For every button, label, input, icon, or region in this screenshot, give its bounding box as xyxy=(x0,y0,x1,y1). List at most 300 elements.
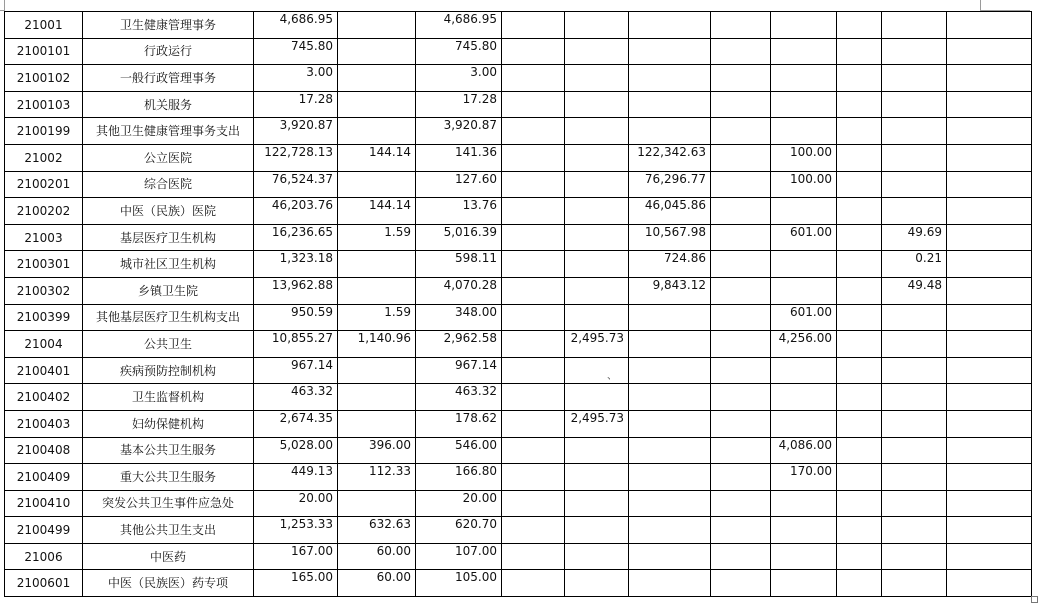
amount-cell: 1,140.96 xyxy=(338,331,416,358)
amount-cell: 396.00 xyxy=(338,437,416,464)
table-row xyxy=(5,331,1032,358)
table-row xyxy=(5,144,1032,171)
amount-cell xyxy=(947,357,1032,384)
account-code-cell: 2100402 xyxy=(5,384,83,411)
item-name-cell: 中医（民族）医院 xyxy=(83,198,254,225)
amount-cell: 49.48 xyxy=(882,277,947,304)
account-code-cell: 2100301 xyxy=(5,251,83,278)
amount-cell xyxy=(837,224,882,251)
table-row xyxy=(5,437,1032,464)
amount-cell xyxy=(565,251,629,278)
table-row xyxy=(5,118,1032,145)
amount-cell xyxy=(771,118,837,145)
item-name-cell: 中医药 xyxy=(83,543,254,570)
amount-cell xyxy=(502,171,565,198)
account-code-cell: 2100601 xyxy=(5,570,83,597)
amount-cell: 141.36 xyxy=(416,144,502,171)
amount-cell xyxy=(565,224,629,251)
amount-cell xyxy=(502,224,565,251)
amount-cell xyxy=(711,144,771,171)
amount-cell xyxy=(882,384,947,411)
amount-cell: 144.14 xyxy=(338,198,416,225)
amount-cell xyxy=(565,384,629,411)
item-name-cell: 乡镇卫生院 xyxy=(83,277,254,304)
amount-cell: 60.00 xyxy=(338,570,416,597)
amount-cell: 2,962.58 xyxy=(416,331,502,358)
amount-cell xyxy=(711,490,771,517)
amount-cell xyxy=(502,91,565,118)
amount-cell xyxy=(882,517,947,544)
amount-cell: 620.70 xyxy=(416,517,502,544)
item-name-cell: 卫生健康管理事务 xyxy=(83,12,254,39)
amount-cell xyxy=(629,38,711,65)
amount-cell xyxy=(947,331,1032,358)
item-name-cell: 重大公共卫生服务 xyxy=(83,464,254,491)
amount-cell: 10,567.98 xyxy=(629,224,711,251)
amount-cell xyxy=(629,304,711,331)
amount-cell xyxy=(882,65,947,92)
amount-cell xyxy=(502,357,565,384)
amount-cell xyxy=(711,65,771,92)
amount-cell xyxy=(565,464,629,491)
amount-cell: 100.00 xyxy=(771,171,837,198)
amount-cell xyxy=(837,251,882,278)
amount-cell xyxy=(338,384,416,411)
amount-cell xyxy=(711,224,771,251)
amount-cell: 76,524.37 xyxy=(254,171,338,198)
amount-cell: 2,674.35 xyxy=(254,410,338,437)
item-name-cell: 综合医院 xyxy=(83,171,254,198)
amount-cell: 967.14 xyxy=(416,357,502,384)
account-code-cell: 2100202 xyxy=(5,198,83,225)
account-code-cell: 21003 xyxy=(5,224,83,251)
amount-cell xyxy=(502,144,565,171)
amount-cell xyxy=(338,410,416,437)
amount-cell xyxy=(711,384,771,411)
amount-cell xyxy=(837,144,882,171)
account-code-cell: 2100199 xyxy=(5,118,83,145)
table-row xyxy=(5,357,1032,384)
account-code-cell: 2100410 xyxy=(5,490,83,517)
amount-cell xyxy=(771,198,837,225)
amount-cell xyxy=(629,118,711,145)
account-code-cell: 2100499 xyxy=(5,517,83,544)
amount-cell xyxy=(629,410,711,437)
item-name-cell: 机关服务 xyxy=(83,91,254,118)
amount-cell xyxy=(837,198,882,225)
amount-cell xyxy=(338,490,416,517)
account-code-cell: 21004 xyxy=(5,331,83,358)
amount-cell xyxy=(837,384,882,411)
amount-cell: 105.00 xyxy=(416,570,502,597)
amount-cell xyxy=(837,490,882,517)
amount-cell xyxy=(502,543,565,570)
table-row xyxy=(5,570,1032,597)
amount-cell: 4,686.95 xyxy=(416,12,502,39)
amount-cell xyxy=(837,277,882,304)
amount-cell xyxy=(771,91,837,118)
item-name-cell: 疾病预防控制机构 xyxy=(83,357,254,384)
amount-cell xyxy=(837,118,882,145)
table-row xyxy=(5,38,1032,65)
amount-cell xyxy=(837,12,882,39)
amount-cell xyxy=(947,171,1032,198)
amount-cell: 5,016.39 xyxy=(416,224,502,251)
amount-cell xyxy=(837,410,882,437)
amount-cell xyxy=(565,118,629,145)
amount-cell: 166.80 xyxy=(416,464,502,491)
amount-cell xyxy=(947,118,1032,145)
table-row xyxy=(5,198,1032,225)
amount-cell xyxy=(502,490,565,517)
amount-cell: 546.00 xyxy=(416,437,502,464)
amount-cell xyxy=(502,277,565,304)
amount-cell xyxy=(882,357,947,384)
amount-cell xyxy=(711,437,771,464)
amount-cell xyxy=(947,437,1032,464)
amount-cell xyxy=(565,357,629,384)
amount-cell xyxy=(771,65,837,92)
table-row xyxy=(5,224,1032,251)
amount-cell: 167.00 xyxy=(254,543,338,570)
item-name-cell: 其他公共卫生支出 xyxy=(83,517,254,544)
amount-cell xyxy=(565,437,629,464)
amount-cell xyxy=(947,490,1032,517)
amount-cell: 127.60 xyxy=(416,171,502,198)
table-row xyxy=(5,543,1032,570)
amount-cell xyxy=(882,118,947,145)
amount-cell: 745.80 xyxy=(416,38,502,65)
amount-cell xyxy=(947,517,1032,544)
amount-cell: 0.21 xyxy=(882,251,947,278)
amount-cell xyxy=(882,91,947,118)
amount-cell xyxy=(565,543,629,570)
amount-cell xyxy=(629,517,711,544)
resize-handle[interactable] xyxy=(1031,596,1038,603)
amount-cell xyxy=(947,144,1032,171)
amount-cell xyxy=(629,357,711,384)
amount-cell xyxy=(565,144,629,171)
amount-cell: 3.00 xyxy=(254,65,338,92)
amount-cell: 348.00 xyxy=(416,304,502,331)
amount-cell xyxy=(711,12,771,39)
amount-cell: 10,855.27 xyxy=(254,331,338,358)
amount-cell xyxy=(565,198,629,225)
amount-cell: 632.63 xyxy=(338,517,416,544)
item-name-cell: 公共卫生 xyxy=(83,331,254,358)
amount-cell xyxy=(837,65,882,92)
amount-cell: 3,920.87 xyxy=(416,118,502,145)
amount-cell xyxy=(711,410,771,437)
amount-cell xyxy=(882,144,947,171)
amount-cell xyxy=(947,224,1032,251)
item-name-cell: 妇幼保健机构 xyxy=(83,410,254,437)
amount-cell: 76,296.77 xyxy=(629,171,711,198)
amount-cell xyxy=(837,38,882,65)
table-row xyxy=(5,517,1032,544)
amount-cell xyxy=(711,543,771,570)
amount-cell: 60.00 xyxy=(338,543,416,570)
amount-cell: 4,256.00 xyxy=(771,331,837,358)
amount-cell xyxy=(338,91,416,118)
amount-cell: 165.00 xyxy=(254,570,338,597)
amount-cell xyxy=(882,543,947,570)
amount-cell xyxy=(502,304,565,331)
table-row xyxy=(5,65,1032,92)
amount-cell xyxy=(338,12,416,39)
account-code-cell: 21002 xyxy=(5,144,83,171)
amount-cell xyxy=(629,464,711,491)
amount-cell xyxy=(565,570,629,597)
item-name-cell: 卫生监督机构 xyxy=(83,384,254,411)
amount-cell xyxy=(947,65,1032,92)
amount-cell xyxy=(771,517,837,544)
amount-cell xyxy=(837,91,882,118)
amount-cell: 13.76 xyxy=(416,198,502,225)
amount-cell: 122,728.13 xyxy=(254,144,338,171)
amount-cell xyxy=(771,570,837,597)
amount-cell xyxy=(338,65,416,92)
account-code-cell: 2100403 xyxy=(5,410,83,437)
account-code-cell: 2100302 xyxy=(5,277,83,304)
amount-cell: 601.00 xyxy=(771,304,837,331)
item-name-cell: 公立医院 xyxy=(83,144,254,171)
amount-cell xyxy=(771,277,837,304)
amount-cell xyxy=(565,277,629,304)
amount-cell: 4,686.95 xyxy=(254,12,338,39)
amount-cell xyxy=(502,410,565,437)
amount-cell xyxy=(502,251,565,278)
table-body xyxy=(5,12,1032,597)
amount-cell xyxy=(771,410,837,437)
amount-cell: 144.14 xyxy=(338,144,416,171)
amount-cell: 17.28 xyxy=(254,91,338,118)
amount-cell: 3,920.87 xyxy=(254,118,338,145)
item-name-cell: 行政运行 xyxy=(83,38,254,65)
amount-cell xyxy=(771,357,837,384)
amount-cell xyxy=(711,570,771,597)
amount-cell: 4,070.28 xyxy=(416,277,502,304)
amount-cell: 13,962.88 xyxy=(254,277,338,304)
item-name-cell: 基层医疗卫生机构 xyxy=(83,224,254,251)
amount-cell: 20.00 xyxy=(254,490,338,517)
table-row xyxy=(5,277,1032,304)
amount-cell xyxy=(629,91,711,118)
amount-cell xyxy=(882,410,947,437)
amount-cell xyxy=(629,384,711,411)
amount-cell xyxy=(882,570,947,597)
amount-cell xyxy=(882,198,947,225)
amount-cell xyxy=(947,384,1032,411)
amount-cell xyxy=(338,118,416,145)
amount-cell: 449.13 xyxy=(254,464,338,491)
amount-cell xyxy=(711,464,771,491)
account-code-cell: 2100401 xyxy=(5,357,83,384)
amount-cell xyxy=(837,464,882,491)
amount-cell xyxy=(629,437,711,464)
amount-cell xyxy=(502,517,565,544)
amount-cell xyxy=(837,517,882,544)
amount-cell xyxy=(837,171,882,198)
amount-cell: 100.00 xyxy=(771,144,837,171)
amount-cell xyxy=(502,198,565,225)
amount-cell: 967.14 xyxy=(254,357,338,384)
amount-cell xyxy=(629,570,711,597)
amount-cell: 17.28 xyxy=(416,91,502,118)
table-row xyxy=(5,304,1032,331)
amount-cell xyxy=(502,118,565,145)
amount-cell: 463.32 xyxy=(254,384,338,411)
amount-cell: 2,495.73 xyxy=(565,410,629,437)
amount-cell xyxy=(565,91,629,118)
amount-cell xyxy=(338,171,416,198)
amount-cell: 178.62 xyxy=(416,410,502,437)
amount-cell: 16,236.65 xyxy=(254,224,338,251)
amount-cell xyxy=(771,251,837,278)
amount-cell xyxy=(771,384,837,411)
amount-cell xyxy=(947,198,1032,225)
amount-cell: 122,342.63 xyxy=(629,144,711,171)
amount-cell xyxy=(565,38,629,65)
amount-cell xyxy=(629,12,711,39)
amount-cell: 112.33 xyxy=(338,464,416,491)
account-code-cell: 2100409 xyxy=(5,464,83,491)
item-name-cell: 突发公共卫生事件应急处 xyxy=(83,490,254,517)
amount-cell xyxy=(565,65,629,92)
amount-cell xyxy=(882,38,947,65)
amount-cell: 950.59 xyxy=(254,304,338,331)
amount-cell xyxy=(947,12,1032,39)
amount-cell xyxy=(711,517,771,544)
amount-cell xyxy=(882,304,947,331)
amount-cell xyxy=(565,490,629,517)
amount-cell xyxy=(502,65,565,92)
amount-cell xyxy=(502,570,565,597)
amount-cell xyxy=(947,277,1032,304)
account-code-cell: 2100102 xyxy=(5,65,83,92)
amount-cell: 1,253.33 xyxy=(254,517,338,544)
account-code-cell: 2100201 xyxy=(5,171,83,198)
table-row xyxy=(5,91,1032,118)
amount-cell xyxy=(947,38,1032,65)
amount-cell xyxy=(837,304,882,331)
amount-cell xyxy=(502,12,565,39)
amount-cell xyxy=(947,91,1032,118)
amount-cell xyxy=(711,331,771,358)
amount-cell: 2,495.73 xyxy=(565,331,629,358)
item-name-cell: 一般行政管理事务 xyxy=(83,65,254,92)
item-name-cell: 其他基层医疗卫生机构支出 xyxy=(83,304,254,331)
table-row xyxy=(5,12,1032,39)
amount-cell xyxy=(711,118,771,145)
amount-cell: 3.00 xyxy=(416,65,502,92)
amount-cell: 1.59 xyxy=(338,304,416,331)
amount-cell xyxy=(947,464,1032,491)
amount-cell: 9,843.12 xyxy=(629,277,711,304)
amount-cell xyxy=(629,543,711,570)
account-code-cell: 2100399 xyxy=(5,304,83,331)
item-name-cell: 其他卫生健康管理事务支出 xyxy=(83,118,254,145)
amount-cell: 463.32 xyxy=(416,384,502,411)
amount-cell: 20.00 xyxy=(416,490,502,517)
amount-cell xyxy=(711,198,771,225)
amount-cell xyxy=(947,304,1032,331)
amount-cell xyxy=(771,543,837,570)
amount-cell: 4,086.00 xyxy=(771,437,837,464)
amount-cell xyxy=(338,38,416,65)
amount-cell xyxy=(947,410,1032,437)
table-row xyxy=(5,251,1032,278)
account-code-cell: 21001 xyxy=(5,12,83,39)
amount-cell xyxy=(502,437,565,464)
table-row xyxy=(5,171,1032,198)
amount-cell xyxy=(882,490,947,517)
amount-cell xyxy=(882,171,947,198)
table-row xyxy=(5,410,1032,437)
amount-cell xyxy=(882,331,947,358)
amount-cell xyxy=(882,12,947,39)
amount-cell xyxy=(565,304,629,331)
item-name-cell: 城市社区卫生机构 xyxy=(83,251,254,278)
amount-cell xyxy=(947,251,1032,278)
account-code-cell: 21006 xyxy=(5,543,83,570)
amount-cell: 745.80 xyxy=(254,38,338,65)
amount-cell xyxy=(711,38,771,65)
amount-cell xyxy=(837,437,882,464)
amount-cell: 1.59 xyxy=(338,224,416,251)
amount-cell: 1,323.18 xyxy=(254,251,338,278)
amount-cell xyxy=(882,464,947,491)
amount-cell xyxy=(711,304,771,331)
amount-cell xyxy=(565,171,629,198)
amount-cell: 46,203.76 xyxy=(254,198,338,225)
amount-cell xyxy=(502,464,565,491)
amount-cell xyxy=(947,570,1032,597)
amount-cell: 170.00 xyxy=(771,464,837,491)
account-code-cell: 2100408 xyxy=(5,437,83,464)
amount-cell xyxy=(947,543,1032,570)
amount-cell xyxy=(837,357,882,384)
amount-cell xyxy=(771,38,837,65)
amount-cell xyxy=(629,65,711,92)
item-name-cell: 中医（民族医）药专项 xyxy=(83,570,254,597)
amount-cell xyxy=(711,91,771,118)
amount-cell xyxy=(502,38,565,65)
amount-cell xyxy=(565,12,629,39)
amount-cell: 49.69 xyxy=(882,224,947,251)
amount-cell xyxy=(837,331,882,358)
amount-cell xyxy=(565,517,629,544)
amount-cell: 598.11 xyxy=(416,251,502,278)
amount-cell: 107.00 xyxy=(416,543,502,570)
amount-cell xyxy=(771,490,837,517)
amount-cell: 601.00 xyxy=(771,224,837,251)
amount-cell xyxy=(502,331,565,358)
amount-cell xyxy=(338,357,416,384)
amount-cell xyxy=(882,437,947,464)
account-code-cell: 2100101 xyxy=(5,38,83,65)
amount-cell: 5,028.00 xyxy=(254,437,338,464)
amount-cell xyxy=(338,277,416,304)
amount-cell xyxy=(338,251,416,278)
amount-cell xyxy=(711,277,771,304)
amount-cell: 724.86 xyxy=(629,251,711,278)
amount-cell xyxy=(711,171,771,198)
amount-cell xyxy=(629,331,711,358)
expenditure-table xyxy=(4,11,1032,597)
table-row xyxy=(5,464,1032,491)
amount-cell xyxy=(837,570,882,597)
